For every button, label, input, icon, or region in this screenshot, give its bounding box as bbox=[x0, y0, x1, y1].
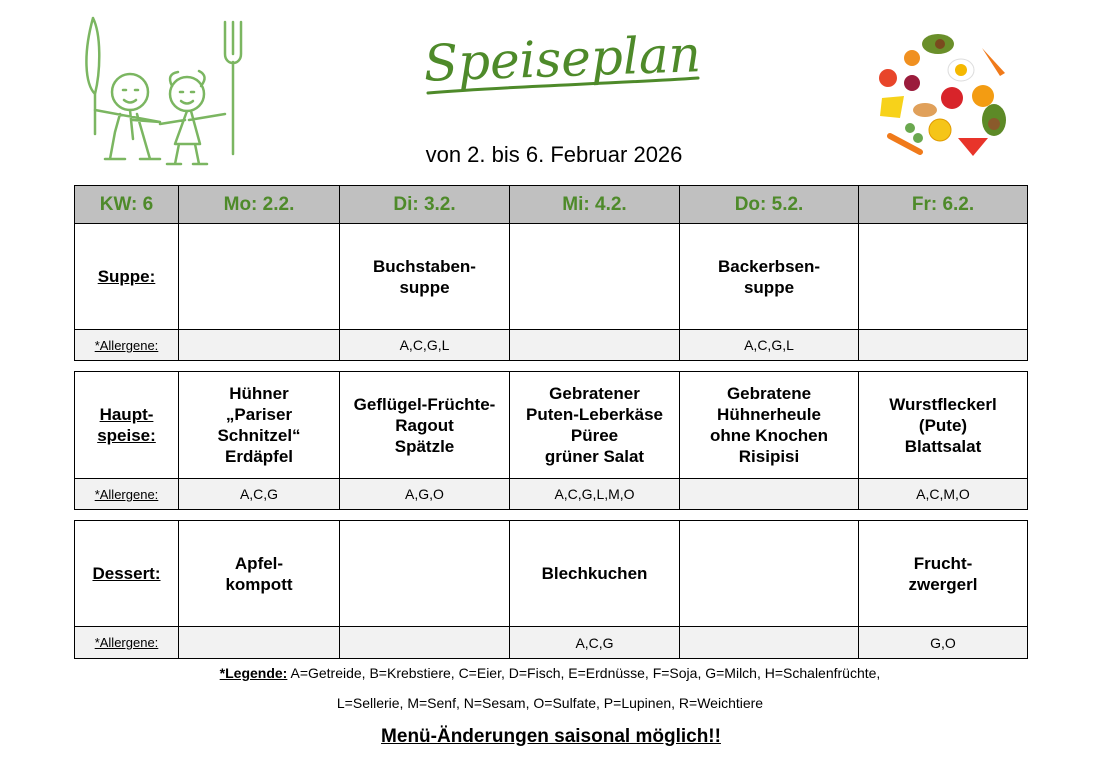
suppe-tuesday: Buchstaben- suppe bbox=[340, 224, 510, 330]
suppe-wednesday bbox=[510, 224, 680, 330]
day-tuesday: Di: 3.2. bbox=[340, 186, 510, 224]
day-thursday: Do: 5.2. bbox=[680, 186, 859, 224]
menu-table-suppe bbox=[74, 185, 1028, 361]
suppe-row bbox=[75, 224, 1028, 330]
speiseplan-title bbox=[420, 18, 710, 108]
dessert-allergen-label: *Allergene: bbox=[75, 627, 179, 659]
dessert-monday: Apfel- kompott bbox=[179, 521, 340, 627]
suppe-label: Suppe: bbox=[75, 224, 179, 330]
dessert-allergen-monday bbox=[179, 627, 340, 659]
dessert-thursday bbox=[680, 521, 859, 627]
dessert-row bbox=[75, 521, 1028, 627]
suppe-allergen-thursday: A,C,G,L bbox=[680, 330, 859, 361]
hauptspeise-monday: Hühner „Pariser Schnitzel“ Erdäpfel bbox=[179, 372, 340, 479]
dessert-allergen-thursday bbox=[680, 627, 859, 659]
table-header-row bbox=[75, 186, 1028, 224]
legend-line-1 bbox=[0, 665, 1095, 681]
menu-table-dessert bbox=[74, 520, 1028, 659]
suppe-allergen-wednesday bbox=[510, 330, 680, 361]
dessert-wednesday: Blechkuchen bbox=[510, 521, 680, 627]
menu-table-hauptspeise bbox=[74, 371, 1028, 510]
hauptspeise-allergen-thursday bbox=[680, 479, 859, 510]
dessert-tuesday bbox=[340, 521, 510, 627]
hauptspeise-allergen-label: *Allergene: bbox=[75, 479, 179, 510]
suppe-allergen-row bbox=[75, 330, 1028, 361]
hauptspeise-allergen-monday: A,C,G bbox=[179, 479, 340, 510]
hauptspeise-allergen-tuesday: A,G,O bbox=[340, 479, 510, 510]
suppe-monday bbox=[179, 224, 340, 330]
title-text: Speiseplan bbox=[422, 25, 702, 93]
day-monday: Mo: 2.2. bbox=[179, 186, 340, 224]
date-range: von 2. bis 6. Februar 2026 bbox=[425, 142, 683, 167]
hauptspeise-label: Haupt- speise: bbox=[75, 372, 179, 479]
suppe-allergen-monday bbox=[179, 330, 340, 361]
hauptspeise-tuesday: Geflügel-Früchte- Ragout Spätzle bbox=[340, 372, 510, 479]
hauptspeise-friday: Wurstfleckerl (Pute) Blattsalat bbox=[859, 372, 1028, 479]
hauptspeise-thursday: Gebratene Hühnerheule ohne Knochen Risipisi bbox=[680, 372, 859, 479]
dessert-allergen-wednesday: A,C,G bbox=[510, 627, 680, 659]
day-wednesday: Mi: 4.2. bbox=[510, 186, 680, 224]
dessert-friday: Frucht- zwergerl bbox=[859, 521, 1028, 627]
hauptspeise-row bbox=[75, 372, 1028, 479]
hauptspeise-allergen-wednesday: A,C,G,L,M,O bbox=[510, 479, 680, 510]
hauptspeise-allergen-friday: A,C,M,O bbox=[859, 479, 1028, 510]
hauptspeise-allergen-row bbox=[75, 479, 1028, 510]
suppe-allergen-friday bbox=[859, 330, 1028, 361]
hauptspeise-wednesday: Gebratener Puten-Leberkäse Püree grüner Salat bbox=[510, 372, 680, 479]
day-friday: Fr: 6.2. bbox=[859, 186, 1028, 224]
suppe-allergen-tuesday: A,C,G,L bbox=[340, 330, 510, 361]
legend-label: *Legende: bbox=[219, 665, 288, 681]
legend-text-1: A=Getreide, B=Krebstiere, C=Eier, D=Fisch, E=Erdnüsse, F=Soja, G=Milch, H=Schalenfrüchte, bbox=[287, 665, 881, 681]
legend-line-2: L=Sellerie, M=Senf, N=Sesam, O=Sulfate, P=Lupinen, R=Weichtiere bbox=[336, 695, 764, 711]
dessert-allergen-friday: G,O bbox=[859, 627, 1028, 659]
suppe-friday bbox=[859, 224, 1028, 330]
suppe-thursday: Backerbsen- suppe bbox=[680, 224, 859, 330]
suppe-allergen-label: *Allergene: bbox=[75, 330, 179, 361]
seasonal-changes-note: Menü-Änderungen saisonal möglich!! bbox=[381, 726, 721, 747]
week-label: KW: 6 bbox=[75, 186, 179, 224]
dessert-allergen-tuesday bbox=[340, 627, 510, 659]
dessert-allergen-row bbox=[75, 627, 1028, 659]
dessert-label: Dessert: bbox=[75, 521, 179, 627]
